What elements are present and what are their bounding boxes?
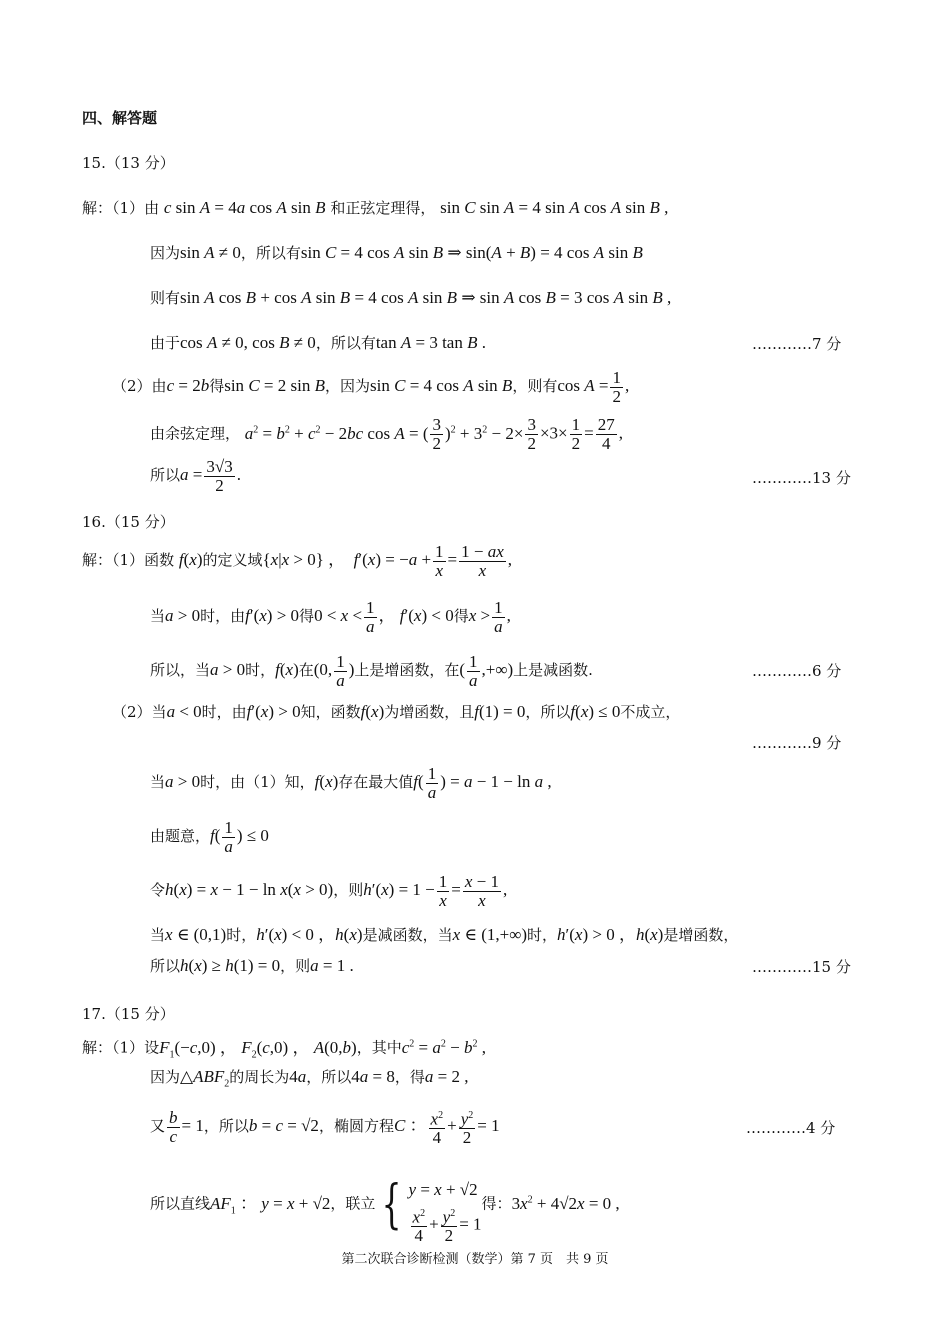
formula: f(x): [178, 550, 203, 569]
formula: sin A cos B + cos A sin B = 4 cos A sin B ⇒ sin A cos B = 3 cos A sin B ,: [180, 288, 672, 307]
text: ，所以: [306, 1068, 352, 1086]
text: 所以直线: [150, 1194, 211, 1213]
text: ，所以: [203, 1117, 249, 1135]
text: 和正弦定理得，: [330, 199, 436, 217]
text: 时，由: [201, 703, 247, 721]
score-marker: …………4 分: [746, 1119, 836, 1137]
fraction: $\frac{1}{x}$: [438, 871, 448, 910]
formula: c = 2b: [166, 376, 210, 395]
section-heading: 四、解答题: [82, 109, 158, 127]
text: 为增函数，且: [384, 703, 475, 721]
text: 的定义域: [202, 551, 263, 569]
text: 的周长为: [229, 1068, 290, 1086]
text: ，联立: [330, 1194, 376, 1213]
p15-line-4: [150, 333, 486, 353]
fraction: $\frac{27}{4}$: [597, 415, 615, 454]
fraction: $\frac{1 - ax}{x}$: [461, 541, 504, 580]
p15-line-7: 所以a = $\frac{3√3}{2}$ .: [150, 456, 241, 495]
fraction: $\frac{1}{2}$: [612, 367, 621, 406]
p16-line-1: 解：（1）函数 f(x)的定义域{x|x > 0} ， f′(x) = −a + $\frac{1}{x}$ = $\frac{1 - ax}{x}$ ,: [82, 541, 513, 580]
text: 知，函数: [300, 703, 361, 721]
text: 时，: [226, 926, 257, 944]
text: 所以: [150, 957, 181, 975]
fraction: $\frac{3}{2}$: [527, 415, 536, 454]
text: 是减函数，当: [362, 926, 453, 944]
text: 当: [150, 926, 166, 944]
text: ，所以有: [240, 244, 301, 262]
problem-points: （15 分）: [105, 513, 175, 531]
p16-line-7: 令h(x) = x − 1 − ln x(x > 0)，则h′(x) = 1 − $\frac{1}{x}$ = $\frac{x - 1}{x}$ ,: [150, 871, 508, 910]
text: ，所以: [525, 703, 571, 721]
p17-line-2: 因为$\triangle ABF_2$的周长为4a，所以4a = 8，得a = 2 ,: [150, 1067, 469, 1090]
problem-points: （15 分）: [105, 1005, 175, 1023]
text: 所以，当: [150, 661, 211, 679]
problem-points: （13 分）: [105, 154, 175, 172]
fraction: $\frac{1}{a}$: [494, 597, 503, 636]
part-label: （1）: [112, 1038, 145, 1057]
text: 上是增函数，在: [354, 661, 460, 679]
text: ，因为: [324, 377, 370, 395]
formula: {x|x > 0} ， f′(x) = −a +: [262, 550, 432, 569]
formula: tan A = 3 tan B .: [375, 333, 486, 352]
fraction: $\frac{x - 1}{x}$: [464, 871, 499, 910]
part-label: （2）: [112, 703, 152, 721]
text: 又: [150, 1117, 166, 1135]
p16-line-2: 当a > 0时，由f′(x) > 0得0 < x < $\frac{1}{a}$ ， f′(x) < 0得x > $\frac{1}{a}$ ,: [150, 597, 511, 636]
label-jie: 解：: [82, 199, 113, 217]
fraction: $\frac{1}{a}$: [469, 651, 478, 690]
text: 在: [298, 661, 314, 679]
problem-number: 15.: [82, 154, 106, 172]
formula: sin A ≠ 0: [180, 243, 241, 262]
text: 当: [150, 607, 166, 625]
part-label: （2）: [112, 377, 152, 395]
p15-line-5: （2）由c = 2b得sin C = 2 sin B，因为sin C = 4 cos A sin B，则有cos A = $\frac{1}{2}$ ,: [112, 367, 630, 406]
text: ，则: [280, 957, 311, 975]
text: 不成立，: [620, 703, 681, 721]
p15-line-1: [82, 198, 668, 218]
fraction: $\frac{1}{a}$: [427, 763, 437, 802]
p16-line-9: 所以h(x) ≥ h(1) = 0，则a = 1 .: [150, 956, 354, 975]
formula: sin C = 4 cos A sin B: [370, 376, 513, 395]
text: 时，由（1）知，: [200, 773, 315, 791]
text: 时，: [245, 661, 276, 679]
fraction: $\frac{1}{a}$: [224, 817, 233, 856]
text: ，所以有: [315, 334, 376, 352]
fraction: $\frac{1}{2}$: [571, 415, 581, 454]
text: 得: [209, 377, 225, 395]
text: 所以: [150, 466, 181, 484]
problem-17-header: [82, 1004, 175, 1024]
p17-line-4: 所以直线$AF_1$ ： y = x + √2，联立 { y = x + √2 $\frac{x^2}{4}$ + $\frac{y^2}{2}$ = 1 得：$3x^2 + 4√2x = 0$ ,: [150, 1174, 620, 1246]
p16-line-6: 由题意，f( $\frac{1}{a}$ ) ≤ 0: [150, 817, 269, 856]
text: 则有: [150, 289, 181, 307]
problem-16-header: [82, 512, 175, 532]
text: 得: [453, 607, 469, 625]
text: 由: [144, 199, 160, 217]
fraction: $\frac{x^2}{4}$: [429, 1107, 446, 1148]
formula: $a^2 = b^2 + c^2 - 2bc$ cos A = (: [244, 423, 429, 443]
p15-line-3: [150, 288, 671, 308]
fraction: $\frac{b}{c}$: [169, 1107, 178, 1146]
score-marker: …………7 分: [752, 335, 842, 353]
text: ，椭圆方程: [318, 1117, 394, 1135]
formula: sin C sin A = 4 sin A cos A sin B ,: [440, 198, 669, 217]
text: 上是减函数.: [513, 661, 593, 679]
equation-system: y = x + √2 $\frac{x^2}{4}$ + $\frac{y^2}{2}$ = 1: [408, 1179, 482, 1246]
part-label: （1）: [112, 199, 145, 217]
formula: cos A ≠ 0, cos B ≠ 0: [180, 333, 316, 352]
p16-line-5: 当a > 0时，由（1）知，f(x)存在最大值f( $\frac{1}{a}$ ) = a − 1 − ln a ,: [150, 763, 552, 802]
text: 时，由: [200, 607, 246, 625]
label-jie: 解：: [82, 1038, 113, 1057]
system-brace: {: [382, 1174, 402, 1235]
formula: sin C = 2 sin B: [224, 376, 325, 395]
formula: c sin A = 4a cos A sin B: [163, 198, 326, 217]
text: 因为: [150, 1068, 181, 1086]
fraction: $\frac{3}{2}$: [432, 415, 441, 454]
score-marker: …………13 分: [752, 469, 851, 487]
formula: cos A =: [557, 376, 609, 395]
p17-line-1: 解：（1）设$F_1(-c,0)$ ， $F_2(c,0)$ ， A(0,b)，其中$c^2 = a^2 - b^2$ ,: [82, 1037, 486, 1061]
fraction: $\frac{1}{a}$: [366, 597, 375, 636]
p16-line-8: 当x ∈ (0,1)时，h′(x) < 0 ，h(x)是减函数，当x ∈ (1,+∞)时，h′(x) > 0 ，h(x)是增函数，: [150, 925, 739, 944]
text: 时，: [527, 926, 558, 944]
fraction: $\frac{3√3}{2}$: [206, 456, 233, 495]
text: ，其中: [356, 1038, 402, 1057]
score-marker: …………9 分: [752, 734, 842, 752]
text: 设: [144, 1038, 160, 1057]
text: 由题意，: [150, 827, 211, 845]
text: ，得: [394, 1068, 425, 1086]
text: 存在最大值: [338, 773, 414, 791]
text: 当: [150, 773, 166, 791]
text: 得: [299, 607, 315, 625]
fraction: $\frac{y^2}{2}$: [459, 1107, 476, 1148]
p15-line-6: 由余弦定理， $a^2 = b^2 + c^2 - 2bc$ cos A = ( $\frac{3}{2}$ )$^2 + 3^2 - 2\times$ $\frac{3}{2}$ ×3× $\frac{1}{2}$ = $\frac{27}{4}$ ,: [150, 415, 623, 454]
formula: sin C = 4 cos A sin B ⇒ sin(A + B) = 4 cos A sin B: [300, 243, 643, 262]
text: 由于: [150, 334, 181, 352]
text: 得：: [481, 1194, 512, 1213]
text: 因为: [150, 244, 181, 262]
label-jie: 解：: [82, 551, 113, 569]
text: ，则有: [512, 377, 558, 395]
part-label: （1）: [112, 551, 145, 569]
text: 由: [151, 377, 167, 395]
score-marker: …………6 分: [752, 662, 842, 680]
text: 由余弦定理，: [150, 424, 241, 443]
page-footer: 第二次联合诊断检测（数学）第 7 页 共 9 页: [341, 1252, 609, 1267]
text: 是增函数，: [663, 926, 739, 944]
text: 当: [151, 703, 167, 721]
p15-line-2: [150, 243, 643, 263]
text: ，则: [333, 881, 364, 899]
fraction: $\frac{1}{a}$: [336, 651, 345, 690]
fraction: $\frac{1}{x}$: [435, 541, 444, 580]
problem-number: 16.: [82, 513, 106, 531]
p16-line-3: 所以，当a > 0时，f(x)在(0, $\frac{1}{a}$ )上是增函数，在( $\frac{1}{a}$ ,+∞)上是减函数.: [150, 651, 593, 690]
p16-line-4: （2）当a < 0时，由f′(x) > 0知，函数f(x)为增函数，且f(1) = 0，所以f(x) ≤ 0不成立，: [112, 702, 681, 721]
problem-number: 17.: [82, 1005, 106, 1023]
problem-15-header: [82, 153, 175, 173]
text: 函数: [144, 551, 175, 569]
score-marker: …………15 分: [752, 958, 851, 976]
p17-line-3: 又 $\frac{b}{c}$ = 1，所以b = c = √2，椭圆方程C ： $\frac{x^2}{4}$ + $\frac{y^2}{2}$ = 1: [150, 1107, 500, 1148]
text: 令: [150, 881, 166, 899]
